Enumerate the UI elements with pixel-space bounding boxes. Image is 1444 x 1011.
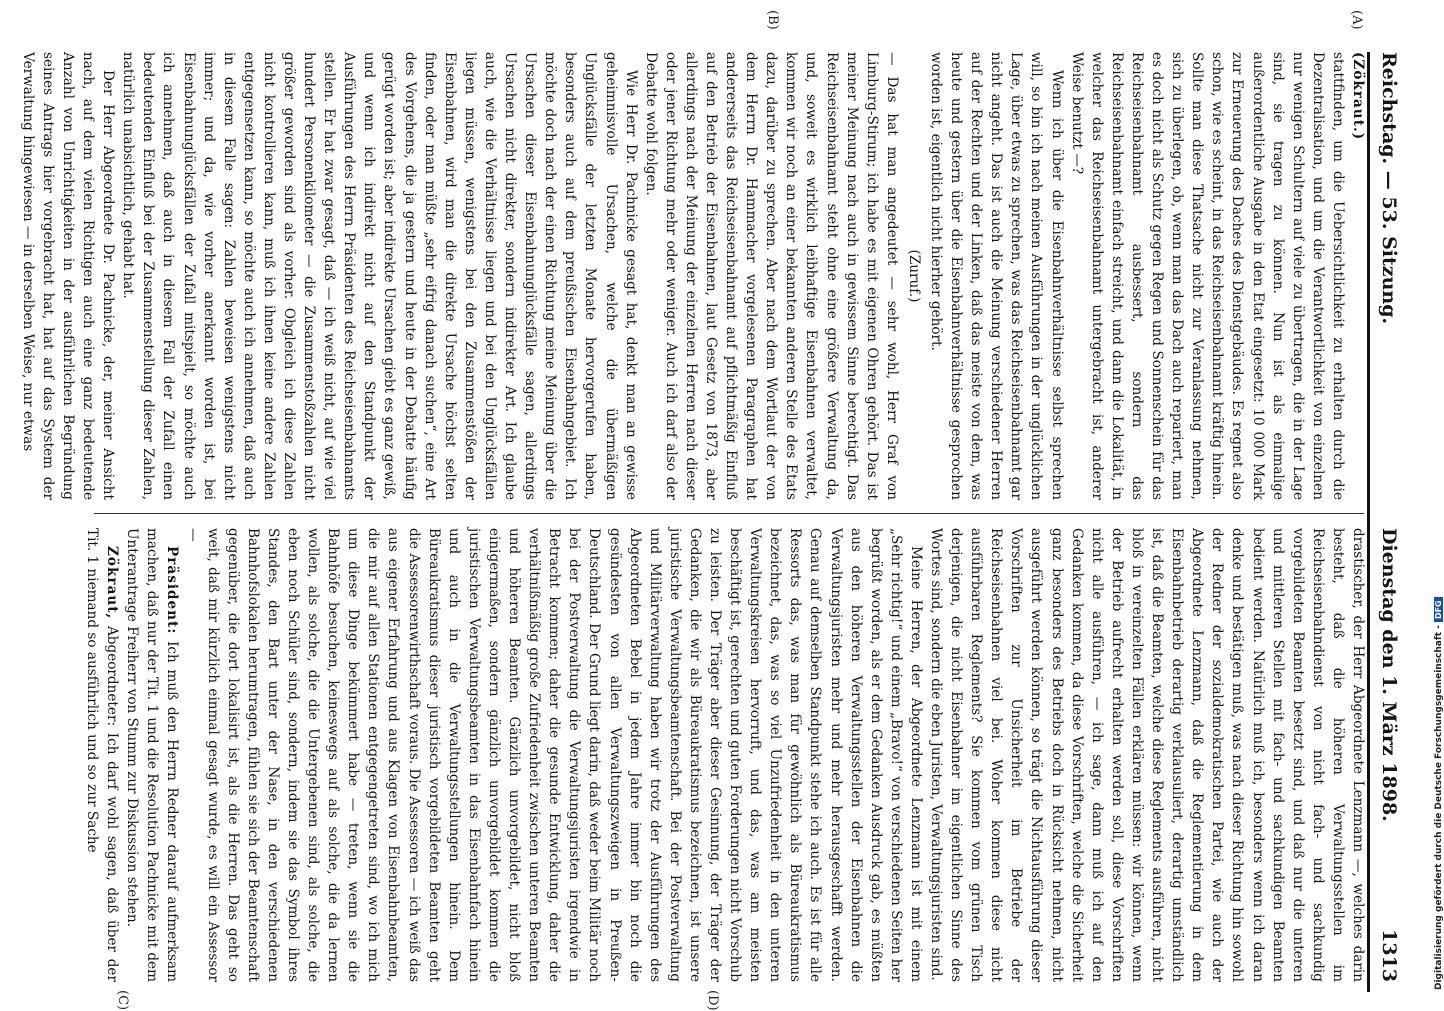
speaker2-role: Abgeordneter: [104,625,121,727]
president-text: Ich muß den Herrn Redner darauf aufmerksam machen, daß nur der Tit. 1 und die Resolution Pachnicke mit dem Unterantrage Freiherr von Stumm zur Diskussion stehen. [124,528,181,982]
column-divider [94,513,1364,514]
paragraph: — Das hat man angedeutet — sehr wohl, Herr Graf von Limburg-Stirum; ich habe es mit eigenen Ohren gehört. Das ist meiner Meinung nach auch in gewissem Sinne berechtigt. Das Reichseisenbahnamt steht ohne eine größere Verwaltung da, und, soweit es wirklich leibhaftige Eisenbahnen verwaltet, kommen wir noch an einer bekannten anderen Stelle des Etats dazu, darüber zu sprechen. Aber nach dem Wortlaut der von dem Herrn Dr. Hammacher vorgelesenen Paragraphen hat andererseits das Reichseisenbahnamt auf pflichtmäßig Einfluß auf den Betrieb der Eisenbahnen, laut Gesetz von 1873, aber allerdings nach der Meinung der einzelnen Herren nach dieser oder jener Richtung mehr oder weniger. Auch ich darf also der Debatte wohl folgen. [642,52,900,500]
running-head-right [1378,528,1400,982]
attribution-text: Digitalisierung gefördert durch die Deutsche Forschungsgemeinschaft - [1434,625,1444,990]
right-column [84,528,1368,982]
speaker2-text: Ich darf wohl sagen, daß über der Tit. 1 niemand so ausführlich und so zur Sache [84,528,121,982]
paragraph: Der Herr Abgeordnete Dr. Pachnicke, der, meiner Ansicht nach, auf dem vielen Richtigen auch eine ganz bedeutende Anzahl von Unrichtigkeiten in der ausführlichen Begründung seines Antrags hier vorgebracht hat, hat auf das System der Verwaltung hingewiesen — in derselben Weise, nur etwas [19,52,117,500]
margin-marker-b: (B) [765,10,780,30]
digitization-attribution [1424,0,1444,1000]
paragraph: Wenn ich über die Eisenbahnverhältnisse selbst sprechen will, so bin ich nach meinen Ausführungen in der unglücklichen Lage, über etwas zu sprechen, was das Reichseisenbahnamt gar nicht angeht. Das ist auch die Meinung verschiedener Herren auf der Rechten und der Linken, daß das meiste von dem, was heute und gestern über die Eisenbahnverhältnisse gesprochen worden ist, eigentlich nicht hierher gehört. [928,52,1065,500]
attribution-text-block [1434,0,1444,1000]
speaker2-label: Zökraut, [104,546,121,620]
left-column [19,52,1368,500]
running-head [1372,52,1406,992]
speaker-statement [82,528,122,982]
margin-marker-d: (D) [705,990,720,1011]
margin-marker-a: (A) [1349,10,1364,30]
rotated-newspaper-page [19,0,1420,1011]
dfg-logo: DFG [1434,597,1443,622]
session-title: Reichstag. — 53. Sitzung. [1378,52,1400,325]
margin-marker-c: (C) [115,990,130,1011]
paragraph: Wie Herr Dr. Pachnicke gesagt hat, denkt man an gewisse geheimnisvolle Ursachen, welche die übermäßigen Unglücksfälle der letzten Monate hervorgerufen haben, besonders auch auf dem preußischen Eisenbahngebiet. Ich möchte doch nach der einen Richtung meine Meinung über die Ursachen dieser Eisenbahnunglücksfälle sagen, allerdings Ursachen nicht direkter, sondern indirekter Art. Ich glaube auch, wie die Verhältnisse liegen und bei den Unglücksfällen liegen müssen, wenigstens bei den Zusammenstößen der Eisenbahnen, wird man die direkte Ursache höchst selten finden, oder man müßte „sehr eifrig danach suchen“, eine Art des Vorgehens, die ja gestern und heute in der Debatte häufig gerügt worden ist; aber indirekte Ursachen giebt es ganz gewiß, und wenn ich indirekt nicht auf den Standpunkt der Ausführungen des Herrn Präsidenten des Reichseisenbahnamts stellen. Er hat zwar gesagt, daß — ich weiß nicht, auf wie viel hundert Personenkilometer — die Zusammenstoßzahlen nicht größer geworden sind als vorher. Obgleich ich diese Zahlen nicht kontrollieren kann, muß ich ihnen keine andere Zahlen entgegensetzen kann, so möchte auch ich annehmen, daß auch in diesem Falle sagen: Zahlen beweisen wenigstens nicht immer; und da, wie vorher anerkannt worden ist, bei Eisenbahnunglücksfällen der Zufall mitspielt, so möchte auch ich annehmen, daß auch in diesem Fall der Zufall einen bedeutenden Einfluß bei der Zusammenstellung dieser Zahlen, natürlich unabsichtlich, gehabt hat. [120,52,639,500]
text-columns [19,52,1368,982]
interjection: (Zuruf.) [905,249,922,303]
paragraph: drastischer, der Herr Abgeordnete Lenzmann —, welches darin besteht, daß die höheren Verwaltungsstellen im Reichseisenbahndienst von nicht fach- und sachkundig vorgebildeten Beamten besetzt sind, und daß nur die unteren und mittleren Stellen mit fach- und sachkundigen Beamten bedient werden. Natürlich muß ich, besonders wenn ich daran denke und bestätigen muß, was nach dieser Richtung hin sowohl der Redner der sozialdemokratischen Partei, wie auch der Abgeordnete Lenzmann, daß die Reglementierung in dem Eisenbahnbetrieb derartig verklausuliert, derartig umständlich ist, daß die Beamten, welche diese Reglements ausführen, nicht bloß in vereinzelten Fällen erklären müssen: wir können, wenn der Betrieb aufrecht erhalten werden soll, diese Vorschriften nicht alle ausführen, — ich sage, dann muß ich auf den Gedanken kommen, da diese Vorschriften, welche die Sicherheit ganz besonders des Betriebs doch in Rücksicht nehmen, nicht ausgeführt werden können, so trägt die Nichtausführung dieser Vorschriften zur Unsicherheit im Betriebe der Reichseisenbahnen viel bei. Woher kommen diese nicht ausführbaren Reglements? Sie kommen vom grünen Tisch derjenigen, die nicht Eisenbahner im eigentlichen Sinne des Wortes sind, sondern die eben Juristen, Verwaltungsjuristen sind. [928,528,1366,982]
speaker-name: (Zökraut.) [1350,52,1366,141]
running-head-left [1378,52,1400,500]
president-statement [122,528,182,982]
speaker-label [1348,52,1368,500]
paragraph: Meine Herren, der Abgeordnete Lenzmann ist mit einem „Sehr richtig!“ und einem „Bravo!“ von verschiedenen Seiten her begrüßt worden, als er dem Gedanken Ausdruck gab, es müßten aus den höheren Verwaltungsstellen der Eisenbahnen die Verwaltungsjuristen mehr und mehr herausgeschafft werden. Genau auf demselben Standpunkt stehe ich auch. Es ist für alle Ressorts das, was man für gewöhnlich als Büreaukratismus bezeichnet, das, was so viel Unzufriedenheit in den unteren Verwaltungskreisen hervorruft, und das, was am meisten beschäftigt ist, gerechten und guten Forderungen nicht Vorschub zu leisten. Der Träger aber dieser Gesinnung, der Träger der Gedanken, die wir als Büreaukratismus bezeichnen, ist unsere juristische Verwaltungsbeamtenschaft. Bei der Postverwaltung und Militärverwaltung haben wir trotz der Ausführungen des Abgeordneten Bebel in jedem Jahre immer bin noch die gesündesten von allen Verwaltungszweigen in Preußen-Deutschland. Der Grund liegt darin, daß weder beim Militär noch bei der Postverwaltung die Verwaltungsjuristen irgendwie in Betracht kommen; daher die gesunde Entwicklung, daher die verhältnißmäßig große Zufriedenheit zwischen unteren Beamten und höheren Beamten. Gänzlich unvorgebildet, nicht bloß einigermaßen, sondern gänzlich unvorgebildet kommen die juristischen Verwaltungsbeamten in das Eisenbahnfach hinein und auch in die Verwaltungsstellungen hinein. Dem Büreaukratismus dieser juristisch vorgebildeten Beamten geht die Assessorenwirthschaft voraus. Die Assessoren — ich weiß das aus eigener Erfahrung und aus Klagen von Eisenbahnbeamten, die mir auf allen Stationen entgegengetreten sind, wo ich mich um diese Dinge bekümmert habe — treten, wenn sie die Bahnhöfe besuchen, keineswegs auf als solche, die da lernen wollen, als solche, die die Untergebenen sind, als solche, die eben noch Schüler sind, sondern, indem sie das Symbol ihres Standes, den Bart unter der Nase, in den verschiedenen Bahnhofslokalen herumtragen, fühlen sie sich der Beamtenschaft gegenüber, die dort lokalisirt ist, als die Herren. Das geht so weit, daß mir kürzlich einmal gesagt wurde, es will ein Assessor — [184,528,924,982]
session-date: Dienstag den 1. März 1898. [1378,528,1400,822]
president-label: Präsident: [164,546,181,635]
page-number: 1313 [1378,929,1400,982]
paragraph: stattfinden, um die Uebersichtlichkeit zu erhalten durch die Dezentralisation, und um die Verantwortlichkeit von einzelnen nur wenigen Schultern auf viele zu übertragen, die in der Lage sind, sie tragen zu können. Nun ist als einmalige außerordentliche Ausgabe in den Etat eingesetzt: 10 000 Mark zur Erneuerung des Daches des Dienstgebäudes. Es regnet also schon, wie es scheint, in das Reichseisenbahnamt kräftig hinein. Sollte man diese Thatsache nicht zur Veranlassung nehmen, sich zu überlegen, ob, wenn man das Dach auch repariert, man es doch nicht als Schutz gegen Regen und Sonnenschein für das Reichseisenbahnamt ausbessert, sondern das Reichseisenbahnamt einfach streicht, und dann die Lokalität, in welcher das Reichseisenbahnamt untergebracht ist, anderer Weise benutzt —? [1068,52,1346,500]
